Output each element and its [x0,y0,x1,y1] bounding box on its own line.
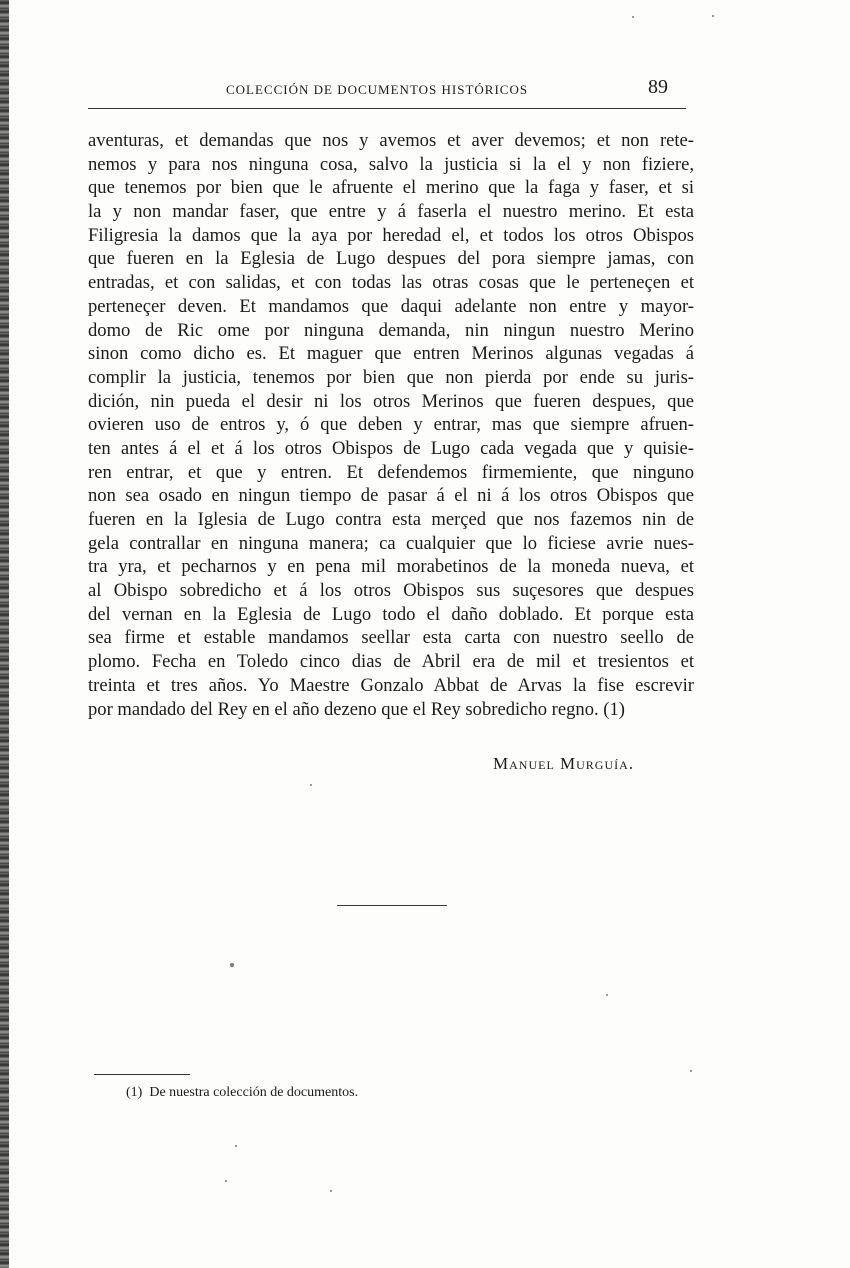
paper-speck [330,1190,332,1192]
paper-speck [230,963,234,967]
text-line: nemos y para nos ninguna cosa, salvo la justicia si la el y non fiziere, [88,153,694,175]
text-line: fueren en la Iglesia de Lugo contra esta merçed que nos fazemos nin de [88,509,694,530]
text-line: ten antes á el et á los otros Obispos de Lugo cada vegada que y quisie- [88,437,694,459]
text-line: que tenemos por bien que le afruente el merino que la faga y faser, et si [88,177,694,199]
text-line: tra yra, et pecharnos y en pena mil morabetinos de la moneda nueva, et [88,556,694,578]
running-title: COLECCIÓN DE DOCUMENTOS HISTÓRICOS [226,82,529,97]
footnote-rule [94,1074,190,1075]
paper-speck [235,1145,237,1147]
text-line: non sea osado en ningun tiempo de pasar á el ni á los otros Obispos que [88,485,694,507]
text-line: aventuras, et demandas que nos y avemos et aver devemos; et non rete- [88,130,694,151]
body-text [88,129,694,721]
paper-speck [310,784,312,786]
text-line: dición, nin pueda el desir ni los otros Merinos que fueren despues, que [88,390,694,412]
text-line: perteneçer deven. Et mandamos que daqui adelante non entre y mayor- [88,295,694,317]
text-line: la y non mandar faser, que entre y á faserla el nuestro merino. Et esta [88,201,694,223]
footnote [126,1085,358,1101]
text-line: plomo. Fecha en Toledo cinco dias de Abril era de mil et tresientos et [88,651,694,673]
paper-speck [225,1180,227,1182]
text-line: sea firme et estable mandamos seellar esta carta con nuestro seello de [88,627,694,649]
text-line: sinon como dicho es. Et maguer que entren Merinos algunas vegadas á [88,343,694,365]
text-line: que fueren en la Eglesia de Lugo despues del pora siempre jamas, con [88,248,694,270]
paper-speck [690,1070,692,1072]
text-line: ovieren uso de entros y, ó que deben y entrar, mas que siempre afruen- [88,414,694,436]
book-binding-edge [0,0,9,1268]
text-line: del vernan en la Eglesia de Lugo todo el daño doblado. Et porque esta [88,603,694,625]
text-line: Filigresia la damos que la aya por heredad el, et todos los otros Obispos [88,224,694,246]
paper-speck [632,16,634,18]
text-line: complir la justicia, tenemos por bien que non pierda por ende su juris- [88,366,694,388]
running-head [88,74,686,109]
author-signature: Manuel Murguía. [493,754,635,773]
footnote-text: De nuestra colección de documentos. [149,1085,359,1100]
text-line: al Obispo sobredicho et á los otros Obispos sus suçesores que despues [88,580,694,602]
paper-speck [712,15,714,17]
page-number: 89 [648,76,668,98]
text-line: entradas, et con salidas, et con todas las otras cosas que le perteneçen et [88,272,694,294]
text-line: gela contrallar en ninguna manera; ca cualquier que lo ficiese avrie nues- [88,532,694,554]
text-line: domo de Ric ome por ninguna demanda, nin ningun nuestro Merino [88,319,694,341]
text-line: treinta et tres años. Yo Maestre Gonzalo Abbat de Arvas la fise escrevir [88,674,694,696]
footnote-marker: (1) [126,1085,143,1100]
section-end-rule [337,905,447,906]
paper-speck [606,994,608,996]
text-line: ren entrar, et que y entren. Et defendemos firmemiente, que ninguno [88,461,694,483]
text-line: por mandado del Rey en el año dezeno que el Rey sobredicho regno. (1) [88,698,625,720]
